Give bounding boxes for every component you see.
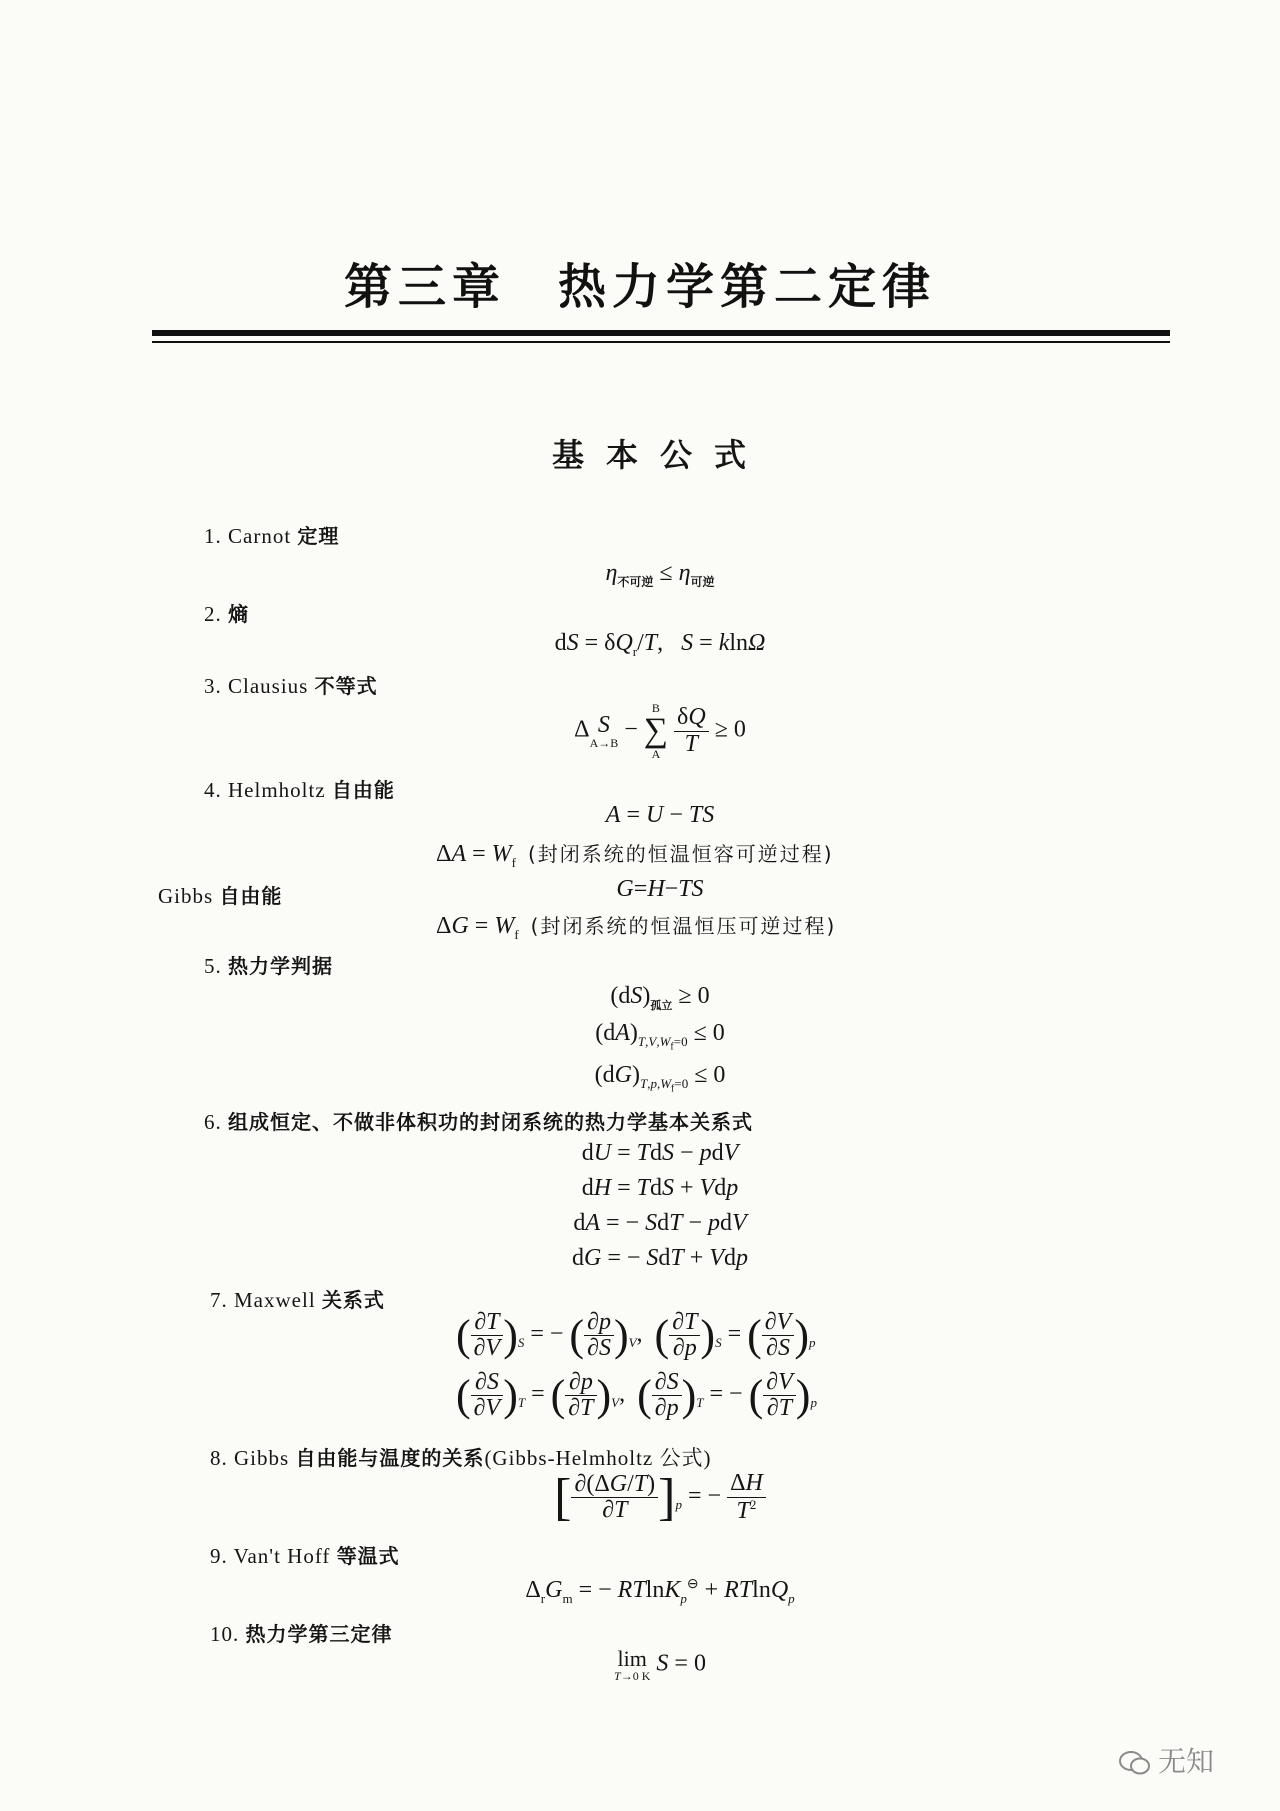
helmholtz-definition: A = U − TS: [605, 802, 715, 828]
carnot-formula: $\eta_{不可逆} \le \eta_{可逆}$: [605, 560, 715, 589]
criterion-entropy: $(dS)_{孤立} \ge 0$: [610, 983, 710, 1012]
item-heading-9: 9. Van't Hoff 等温式: [210, 1544, 400, 1568]
entropy-formula: dS = $\delta Q_r/T$, S = klnΩ: [554, 630, 766, 659]
fundamental-dH: dH = TdS + Vdp: [581, 1175, 739, 1201]
chat-bubble-icon: [1118, 1749, 1152, 1777]
item-heading-7: 7. Maxwell 关系式: [210, 1288, 385, 1312]
criterion-gibbs: $(dG)_{T,p,W_f=0} \le 0$: [594, 1062, 726, 1095]
gibbs-helmholtz-formula: [ $\frac{\partial(\Delta G/T)}{\partial T}$ ]$_p$ = − $\frac{\Delta H}{T^2}$: [0, 1468, 1280, 1527]
item-heading-5: 5. 热力学判据: [204, 954, 333, 978]
helmholtz-work: $\Delta A = W_f$ (封闭系统的恒温恒容可逆过程): [436, 841, 834, 870]
gibbs-label: Gibbs 自由能: [158, 884, 283, 908]
item-heading-4: 4. Helmholtz 自由能: [204, 778, 395, 802]
gibbs-definition: G=H−TS: [616, 876, 704, 902]
fundamental-dG: dG = − SdT + Vdp: [572, 1245, 748, 1271]
fundamental-dU: dU = TdS − pdV: [581, 1140, 739, 1166]
title-rule-thin: [152, 341, 1170, 343]
gibbs-work: $\Delta G = W_f$ (封闭系统的恒温恒压可逆过程): [436, 913, 837, 942]
item-heading-8: 8. Gibbs 自由能与温度的关系(Gibbs-Helmholtz 公式): [210, 1446, 712, 1470]
item-heading-3: 3. Clausius 不等式: [204, 674, 378, 698]
chapter-number: 第三章: [343, 259, 506, 315]
item-heading-6: 6. 组成恒定、不做非体积功的封闭系统的热力学基本关系式: [204, 1110, 753, 1134]
maxwell-row-1: ( $\frac{\partial T}{\partial V}$ )$_S$ = − ( $\frac{\partial p}{\partial S}$ )$_V$, ( $\frac{\partial T}{\partial p}$ )$_S$ = ( $\frac{\partial V}{\partial S}$ )$_p$: [456, 1309, 816, 1362]
third-law-formula: lim T→0 K S = 0: [614, 1646, 706, 1683]
item-heading-2: 2. 熵: [204, 602, 249, 626]
criterion-helmholtz: $(dA)_{T,V,W_f=0} \le 0$: [595, 1020, 725, 1053]
item-heading-10: 10. 热力学第三定律: [210, 1622, 393, 1646]
chapter-title: [0, 248, 1280, 317]
title-rule-thick: [152, 330, 1170, 336]
fundamental-dA: dA = − SdT − pdV: [573, 1210, 747, 1236]
vant-hoff-formula: $\Delta_rG_m$ = − RTlnK$_p$⊖ + RTlnQ$_p$: [525, 1577, 795, 1606]
item-heading-1: 1. Carnot 定理: [204, 524, 340, 548]
watermark: [1118, 1740, 1214, 1780]
watermark-text: 无知: [1158, 1745, 1215, 1778]
chapter-name: 热力学第二定律: [558, 259, 937, 315]
maxwell-row-2: ( $\frac{\partial S}{\partial V}$ )$_T$ = ( $\frac{\partial p}{\partial T}$ )$_V$, ( $\frac{\partial S}{\partial p}$ )$_T$ = − ( $\frac{\partial V}{\partial T}$ )$_p$: [456, 1369, 817, 1422]
section-title: 基本公式: [551, 436, 768, 474]
clausius-formula: Δ S A→B − B ∑ A $\frac{\delta Q}{T}$ ≥ 0: [574, 701, 746, 761]
